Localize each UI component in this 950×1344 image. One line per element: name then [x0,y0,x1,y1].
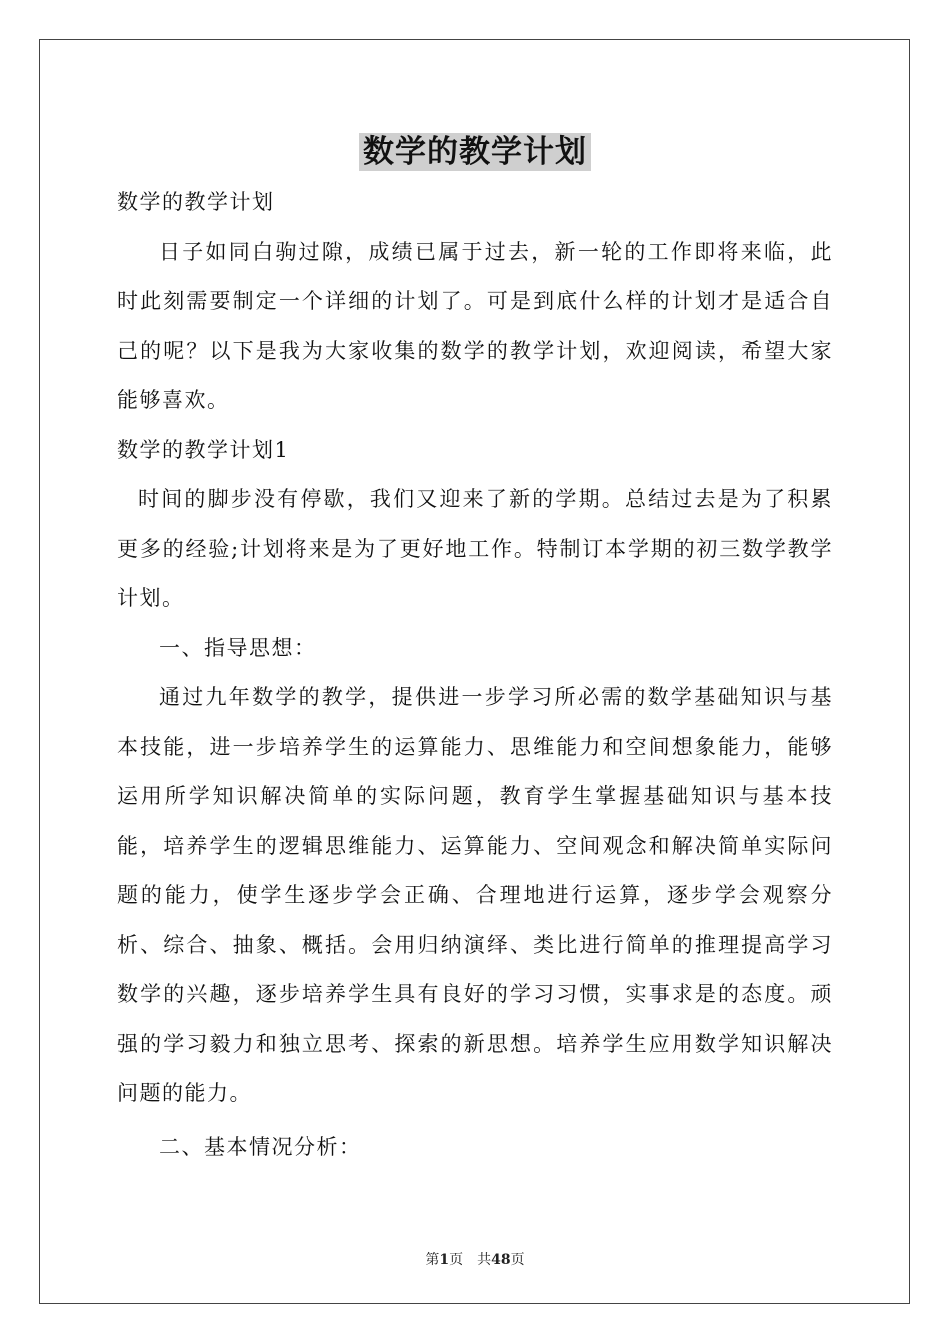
subtitle-paragraph: 数学的教学计划 [117,190,275,214]
footer-total-pages: 48 [491,1252,511,1268]
footer-page-number: 1 [439,1252,450,1268]
guiding-ideology-heading: 一、指导思想： [159,635,317,660]
intro-paragraph: 日子如同白驹过隙，成绩已属于过去，新一轮的工作即将来临，此时此刻需要制定一个详细的计划了。可是到底什么样的计划才是适合自己的呢？以下是我为大家收集的数学的教学计划，欢迎阅读，希望大家能够喜欢。 [117,239,833,412]
footer-middle: 页 共 [449,1252,492,1268]
document-title-text: 数学的教学计划 [359,133,591,171]
document-title [0,126,950,171]
footer-prefix: 第 [425,1252,440,1268]
footer-suffix: 页 [510,1252,525,1268]
situation-analysis-heading: 二、基本情况分析： [159,1134,362,1159]
page-footer [0,1249,950,1269]
guiding-ideology-paragraph: 通过九年数学的教学，提供进一步学习所必需的数学基础知识与基本技能，进一步培养学生的运算能力、思维能力和空间想象能力，能够运用所学知识解决简单的实际问题，教育学生掌握基础知识与基本技能，培养学生的逻辑思维能力、运算能力、空间观念和解决简单实际问题的能力，使学生逐步学会正确、合理地进行运算，逐步学会观察分析、综合、抽象、概括。会用归纳演绎、类比进行简单的推理提高学习数学的兴趣，逐步培养学生具有良好的学习习惯，实事求是的态度。顽强的学习毅力和独立思考、探索的新思想。培养学生应用数学知识解决问题的能力。 [117,685,833,1105]
section-heading-plan-1: 数学的教学计划1 [117,437,290,462]
plan-1-intro-paragraph: 时间的脚步没有停歇，我们又迎来了新的学期。总结过去是为了积累更多的经验;计划将来是为了更好地工作。特制订本学期的初三数学教学计划。 [117,487,833,610]
document-body [117,178,833,1172]
